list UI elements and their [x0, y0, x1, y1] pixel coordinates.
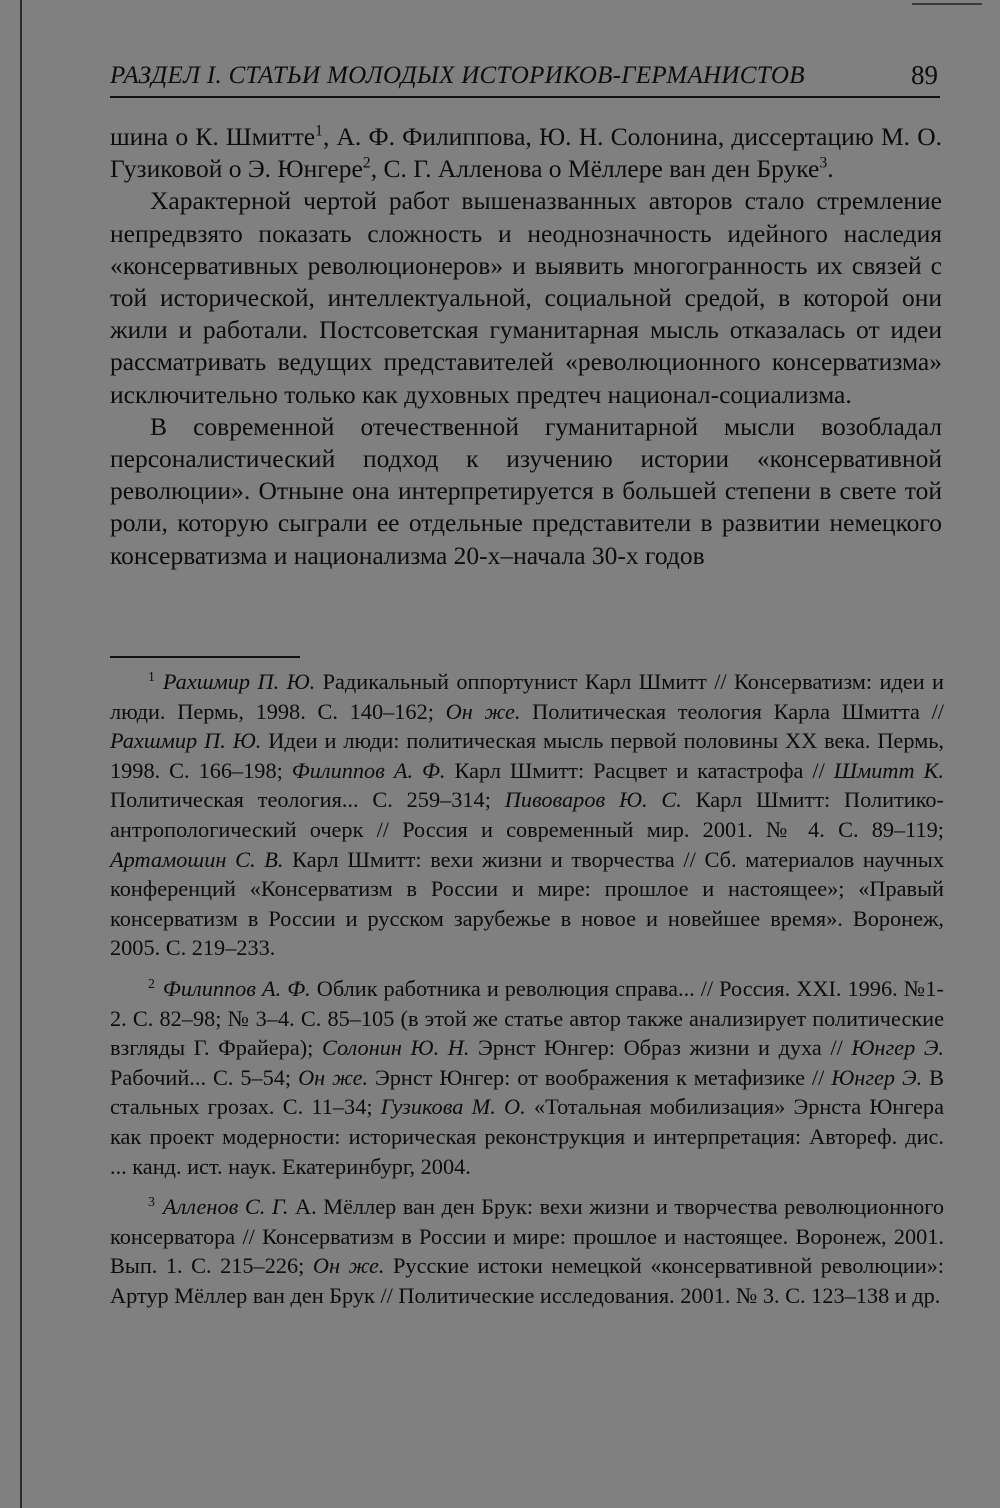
footnote-text-run: Эрнст Юнгер: Образ жизни и духа // [469, 1035, 852, 1061]
footnote-text-run: Политическая теология Карла Шмитта // [520, 698, 945, 724]
footnote-text-run: А. Мёллер ван ден Брук: вехи жизни и творчества революционного консерватора // Консерватизм в России и мире: прошлое и настоящее. Воронеж, 2001. Вып. 1. С. 215–226; [110, 1194, 944, 1279]
paragraph-characteristic: Характерной чертой работ вышеназванных авторов стало стремление непредвзято показать сложность и неоднозначность идейного наследия «консервативных революционеров» и выявить многогранность их связей с той исторической, интеллектуальной, социальной средой, в которой они жили и работали. Постсоветская гуманитарная мысль отказалась от идеи рассматривать ведущих представителей «революционного консерватизма» исключительно только как духовных предтеч национал-социализма. [110, 186, 942, 409]
footnote-text-run: Идеи и люди: политическая мысль первой половины XX века. Пермь, 1998. С. 166–198; [110, 728, 944, 783]
footnote-author: Филиппов А. Ф. [291, 757, 446, 783]
footnote-text-run: В стальных грозах. С. 11–34; [110, 1064, 944, 1120]
footnote-author: Солонин Ю. Н. [321, 1035, 470, 1061]
footnote-ref-2[interactable]: 2 [362, 154, 371, 172]
footnote-author: Он же. [445, 698, 521, 724]
paragraph-continuation [110, 121, 942, 185]
footnote-author: Пивоваров Ю. С. [504, 787, 682, 813]
footnote-text-run: Карл Шмитт: Политико-антропологический очерк // Россия и современный мир. 2001. № 4. С. 89–119; [110, 787, 944, 842]
footnote-ref-1[interactable]: 1 [315, 122, 323, 140]
footnote-author: Гузикова М. О. [380, 1094, 526, 1120]
footnote-text-run: «Тотальная мобилизация» Эрнста Юнгера как проект модерности: историческая реконструкция и интерпретация: Автореф. дис. ... канд. ист. наук. Екатеринбург, 2004. [110, 1094, 944, 1179]
footnote-number: 3 [148, 1193, 155, 1209]
footnote-author: Шмитт К. [833, 757, 944, 783]
footnote-number: 2 [148, 975, 155, 991]
footnote-2 [110, 974, 944, 1181]
footnote-text-run: Карл Шмитт: Расцвет и катастрофа // [445, 757, 834, 783]
footnote-author: Рахшмир П. Ю. [110, 728, 262, 754]
footnote-text-run: Политическая теология... С. 259–314; [110, 787, 505, 813]
footnote-author: Артамошин С. В. [110, 846, 284, 872]
footnote-text-run: Эрнст Юнгер: от воображения к метафизике // [368, 1064, 832, 1090]
footnote-author: Он же. [312, 1253, 385, 1279]
footnote-text [110, 669, 944, 960]
footnote-text [110, 1194, 944, 1308]
text-run: . [827, 154, 834, 184]
footnote-text-run: Русские истоки немецкой «консервативной революции»: Артур Мёллер ван ден Брук // Политические исследования. 2001. № 3. С. 123–138 и др. [110, 1253, 945, 1308]
page-binding-edge [20, 0, 22, 1508]
text-run: шина о К. Шмитте [110, 122, 316, 151]
footnote-text-run: Рабочий... С. 5–54; [110, 1064, 299, 1090]
text-run: , С. Г. Алленова о Мёллере ван ден Бруке [370, 154, 820, 184]
footnote-separator [110, 656, 300, 658]
text-run: , А. Ф. Филиппова, Ю. Н. Солонина, диссертацию М. О. Гузиковой о Э. Юнгере [110, 122, 942, 184]
paragraph-personalist-approach: В современной отечественной гуманитарной мысли возобладал персоналистический подход к изучению истории «консервативной революции». Отныне она интерпретируется в большей степени в свете той роли, которую сыграли ее отдельные представители в развитии немецкого консерватизма и национализма 20-х–начала 30-х годов [110, 411, 942, 570]
footnote-author: Алленов С. Г. [162, 1194, 289, 1220]
footnote-3 [110, 1192, 944, 1310]
footnote-author: Юнгер Э. [851, 1035, 944, 1061]
footnotes [110, 667, 944, 1321]
footnote-author: Он же. [298, 1064, 369, 1090]
main-text [110, 121, 942, 572]
footnote-text [110, 976, 944, 1179]
running-head-title: РАЗДЕЛ I. СТАТЬИ МОЛОДЫХ ИСТОРИКОВ-ГЕРМАНИСТОВ [110, 62, 805, 89]
footnote-author: Юнгер Э. [831, 1064, 923, 1090]
footnote-text-run: Радикальный оппортунист Карл Шмитт // Консерватизм: идеи и люди. Пермь, 1998. С. 140–162; [110, 669, 944, 724]
footnote-text-run: Облик работника и революция справа... // Россия. XXI. 1996. №1-2. С. 82–98; № 3–4. С. 85–105 (в этой же статье автор также анализирует политические взгляды Г. Фрайера); [110, 975, 944, 1061]
footnote-author: Филиппов А. Ф. [162, 975, 311, 1001]
footnote-ref-3[interactable]: 3 [819, 154, 828, 172]
running-head [110, 60, 940, 98]
footnote-number: 1 [148, 668, 155, 684]
page-number: 89 [911, 60, 938, 90]
scan-corner-mark [912, 3, 982, 5]
footnote-1 [110, 667, 944, 963]
footnote-text-run: Карл Шмитт: вехи жизни и творчества // Сб. материалов научных конференций «Консерватизм в России и мире: прошлое и настоящее»; «Правый консерватизм в России и русском зарубежье в новое и новейшее время». Воронеж, 2005. С. 219–233. [110, 846, 944, 961]
footnote-author: Рахшмир П. Ю. [162, 669, 316, 694]
